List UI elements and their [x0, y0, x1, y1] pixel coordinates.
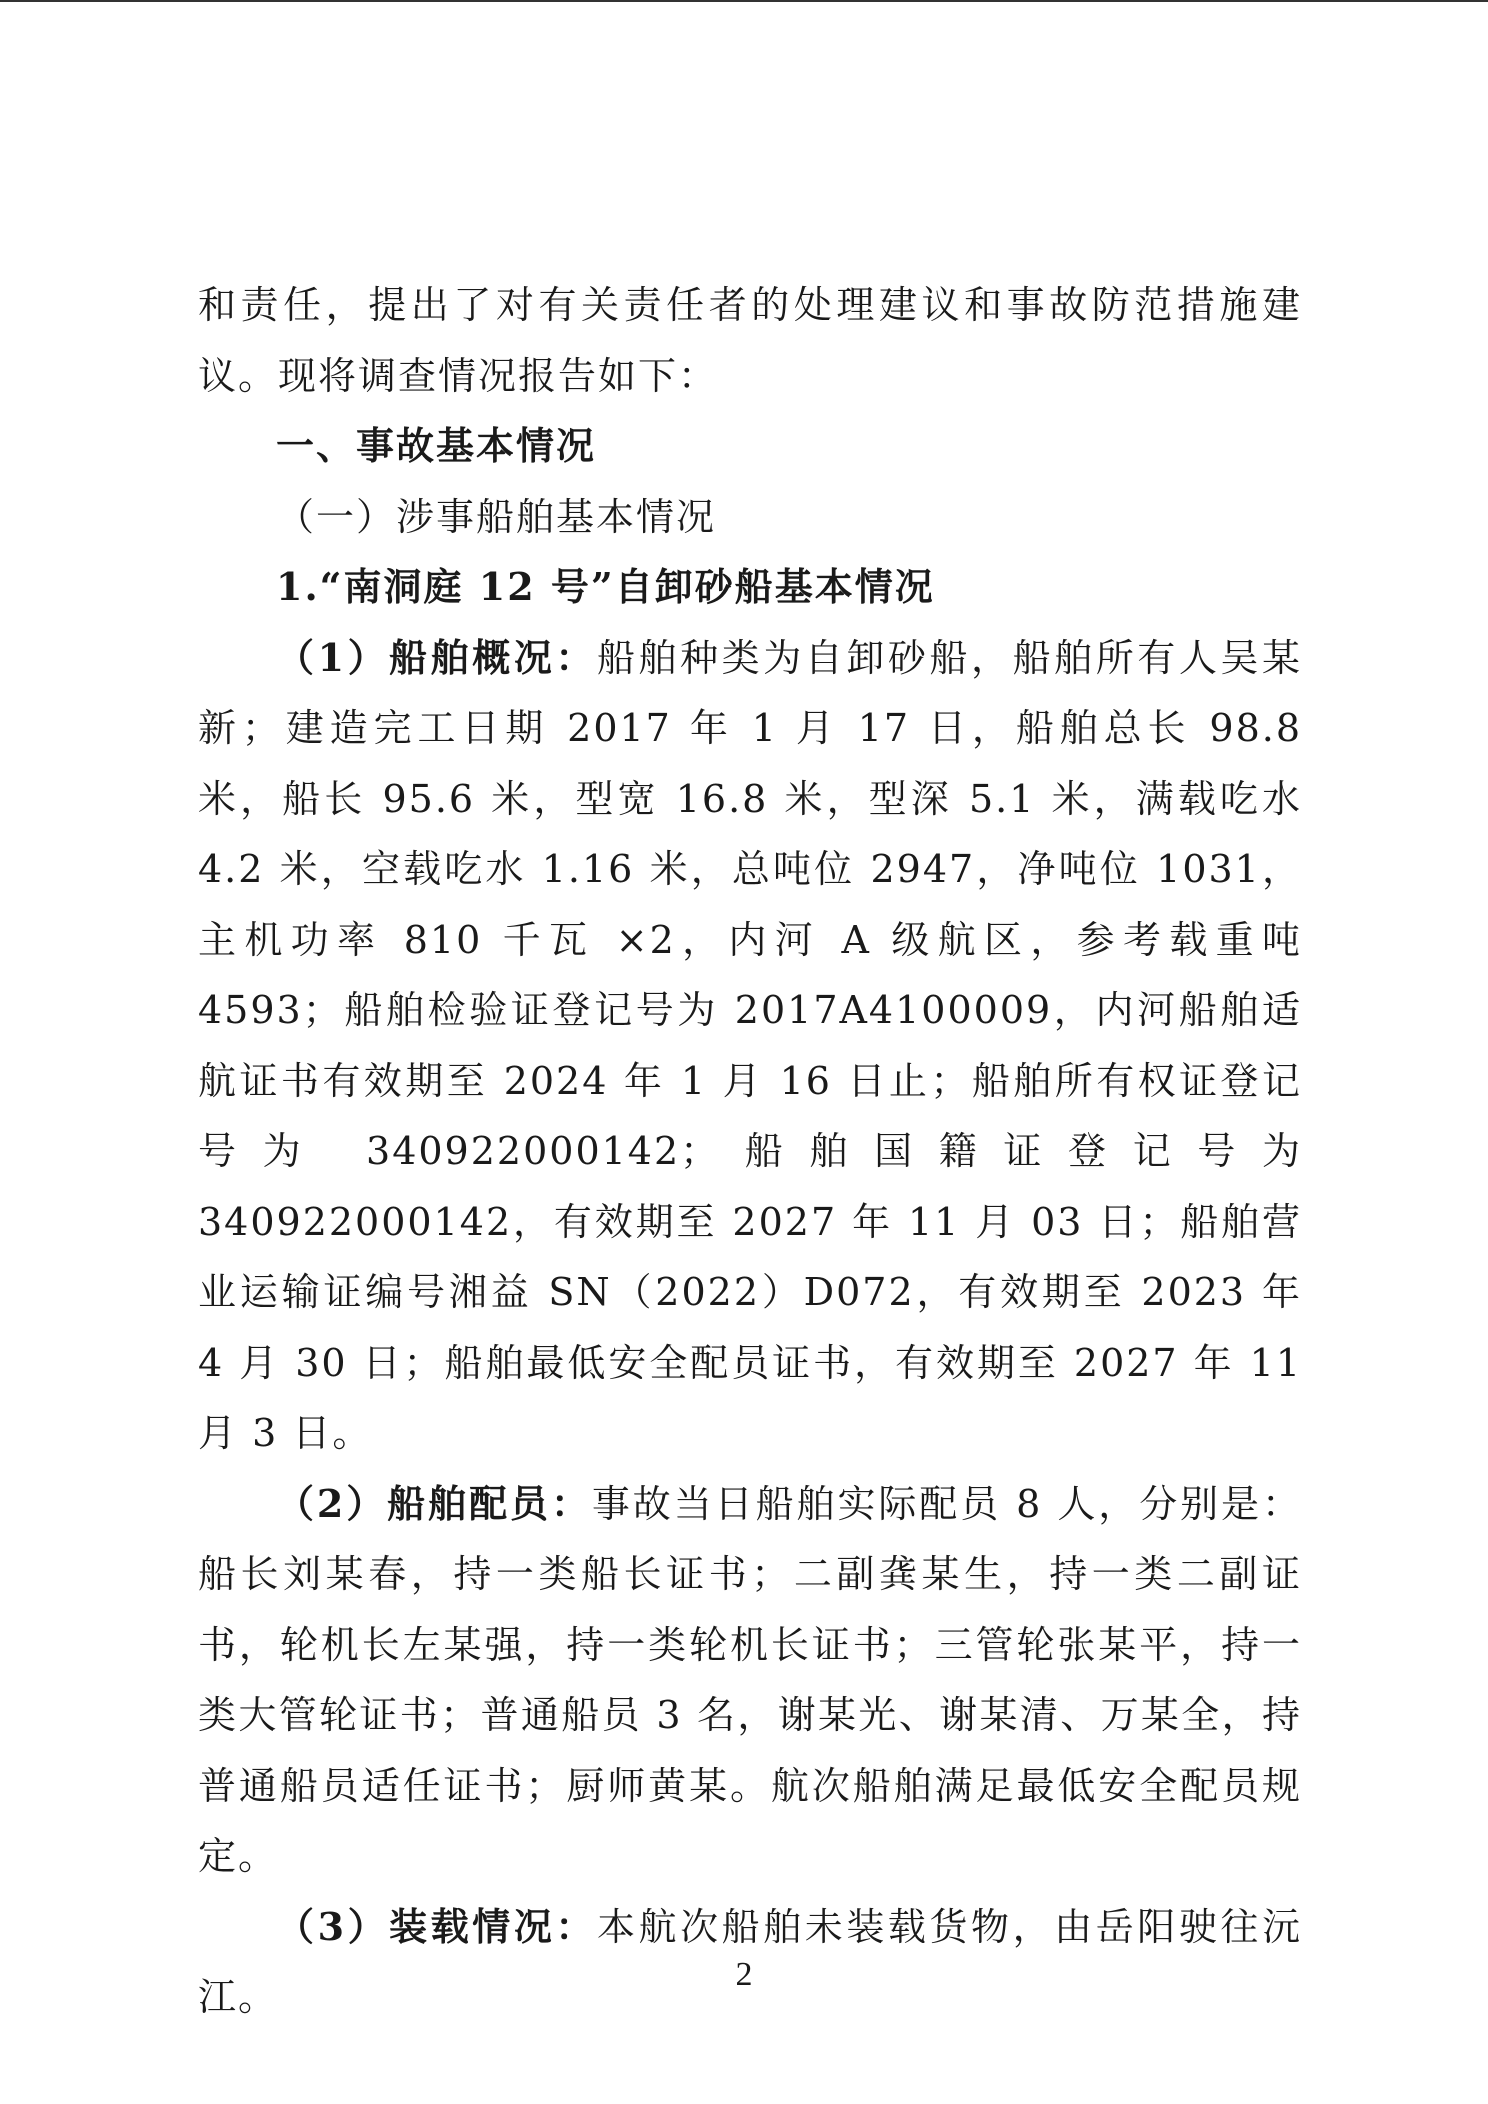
- loading-label: （3）装载情况：: [276, 1903, 597, 1949]
- heading-level-2: （一）涉事船舶基本情况: [276, 494, 717, 539]
- ship-crew-label: （2）船舶配员：: [276, 1480, 592, 1526]
- loading-text: 本航次船舶未装载货物，由岳阳驶往沅江。: [198, 1904, 1302, 2019]
- document-body: [198, 270, 1302, 2033]
- ship-overview-label: （1）船舶概况：: [276, 634, 597, 680]
- heading-level-1: 一、事故基本情况: [276, 423, 597, 468]
- page-top-border: [0, 0, 1488, 2]
- paragraph-ship-crew: [198, 1469, 1302, 1892]
- paragraph-intro: 和责任，提出了对有关责任者的处理建议和事故防范措施建议。现将调查情况报告如下：: [198, 283, 1302, 398]
- ship-crew-text: 事故当日船舶实际配员 8 人，分别是：船长刘某春，持一类船长证书；二副龚某生，持一类二副证书，轮机长左某强，持一类轮机长证书；三管轮张某平，持一类大管轮证书；普通船员 3 名，谢某光、谢某清、万某全，持普通船员适任证书；厨师黄某。航次船舶满足最低安全配员规定。: [198, 1481, 1302, 1878]
- page-number: 2: [735, 1956, 753, 1993]
- heading-level-3: 1.“南洞庭 12 号”自卸砂船基本情况: [276, 564, 935, 609]
- paragraph-ship-overview: [198, 623, 1302, 1469]
- ship-overview-text: 船舶种类为自卸砂船，船舶所有人吴某新；建造完工日期 2017 年 1 月 17 日，船舶总长 98.8 米，船长 95.6 米，型宽 16.8 米，型深 5.1 米，满载吃水 4.2 米，空载吃水 1.16 米，总吨位 2947，净吨位 1031，主机功率 810 千瓦 ×2，内河 A 级航区，参考载重吨 4593；船舶检验证登记号为 2017A4100009，内河船舶适航证书有效期至 2024 年 1 月 16 日止；船舶所有权证登记号为 340922000142；船舶国籍证登记号为 340922000142，有效期至 2027 年 11 月 03 日；船舶营业运输证编号湘益 SN（2022）D072，有效期至 2023 年 4 月 30 日；船舶最低安全配员证书，有效期至 2027 年 11 月 3 日。: [198, 635, 1302, 1455]
